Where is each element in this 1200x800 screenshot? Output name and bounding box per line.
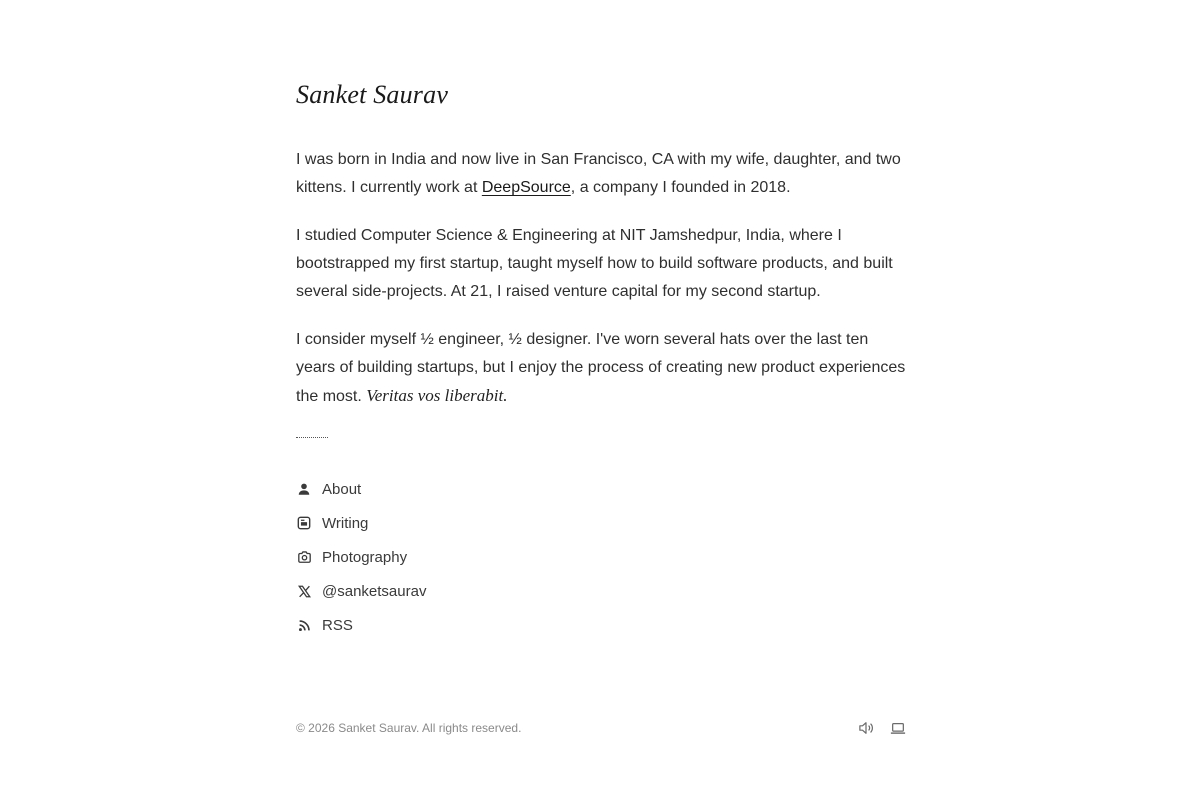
divider bbox=[296, 437, 328, 438]
site-title[interactable]: Sanket Saurav bbox=[296, 80, 449, 109]
nav-item-rss[interactable] bbox=[296, 608, 906, 642]
nav-link-twitter[interactable]: @sanketsaurav bbox=[322, 582, 427, 600]
nav-item-photography[interactable] bbox=[296, 540, 906, 574]
nav-link-writing[interactable]: Writing bbox=[322, 514, 369, 532]
nav-list bbox=[296, 472, 906, 642]
camera-icon bbox=[296, 549, 312, 565]
rss-icon bbox=[296, 617, 312, 633]
bio-p1-text-after: , a company I founded in 2018. bbox=[570, 179, 791, 196]
person-icon bbox=[296, 481, 312, 497]
nav-link-rss[interactable]: RSS bbox=[322, 616, 353, 634]
main-content bbox=[296, 78, 906, 642]
x-logo-icon bbox=[296, 583, 312, 599]
bio-p1-text: I was born in India and now live in San Francisco, CA with my wife, daughter, and two kittens. I currently work at bbox=[296, 151, 901, 196]
speaker-icon[interactable] bbox=[858, 720, 874, 736]
bio-paragraph-2: I studied Computer Science & Engineering at NIT Jamshedpur, India, where I bootstrapped my first startup, taught myself how to build software products, and built several side-projects. At 21, I raised venture capital for my second startup. bbox=[296, 227, 893, 300]
nav-link-photography[interactable]: Photography bbox=[322, 548, 408, 566]
laptop-icon[interactable] bbox=[890, 720, 906, 736]
bio-p3-text: I consider myself ½ engineer, ½ designer. I've worn several hats over the last ten years of building startups, but I enjoy the process of creating new product experiences the most. bbox=[296, 331, 906, 405]
nav-item-about[interactable] bbox=[296, 472, 906, 506]
footer bbox=[296, 718, 906, 738]
nav-link-about[interactable]: About bbox=[322, 480, 362, 498]
deepsource-link[interactable]: DeepSource bbox=[481, 179, 571, 196]
bio-paragraph-3 bbox=[296, 326, 906, 411]
footer-actions bbox=[858, 720, 906, 736]
nav-item-twitter[interactable] bbox=[296, 574, 906, 608]
bio bbox=[296, 146, 906, 411]
nav-item-writing[interactable] bbox=[296, 506, 906, 540]
bio-paragraph-1 bbox=[296, 146, 906, 202]
copyright: © 2026 Sanket Saurav. All rights reserved. bbox=[296, 721, 522, 735]
document-icon bbox=[296, 515, 312, 531]
motto: Veritas vos liberabit. bbox=[366, 386, 508, 405]
